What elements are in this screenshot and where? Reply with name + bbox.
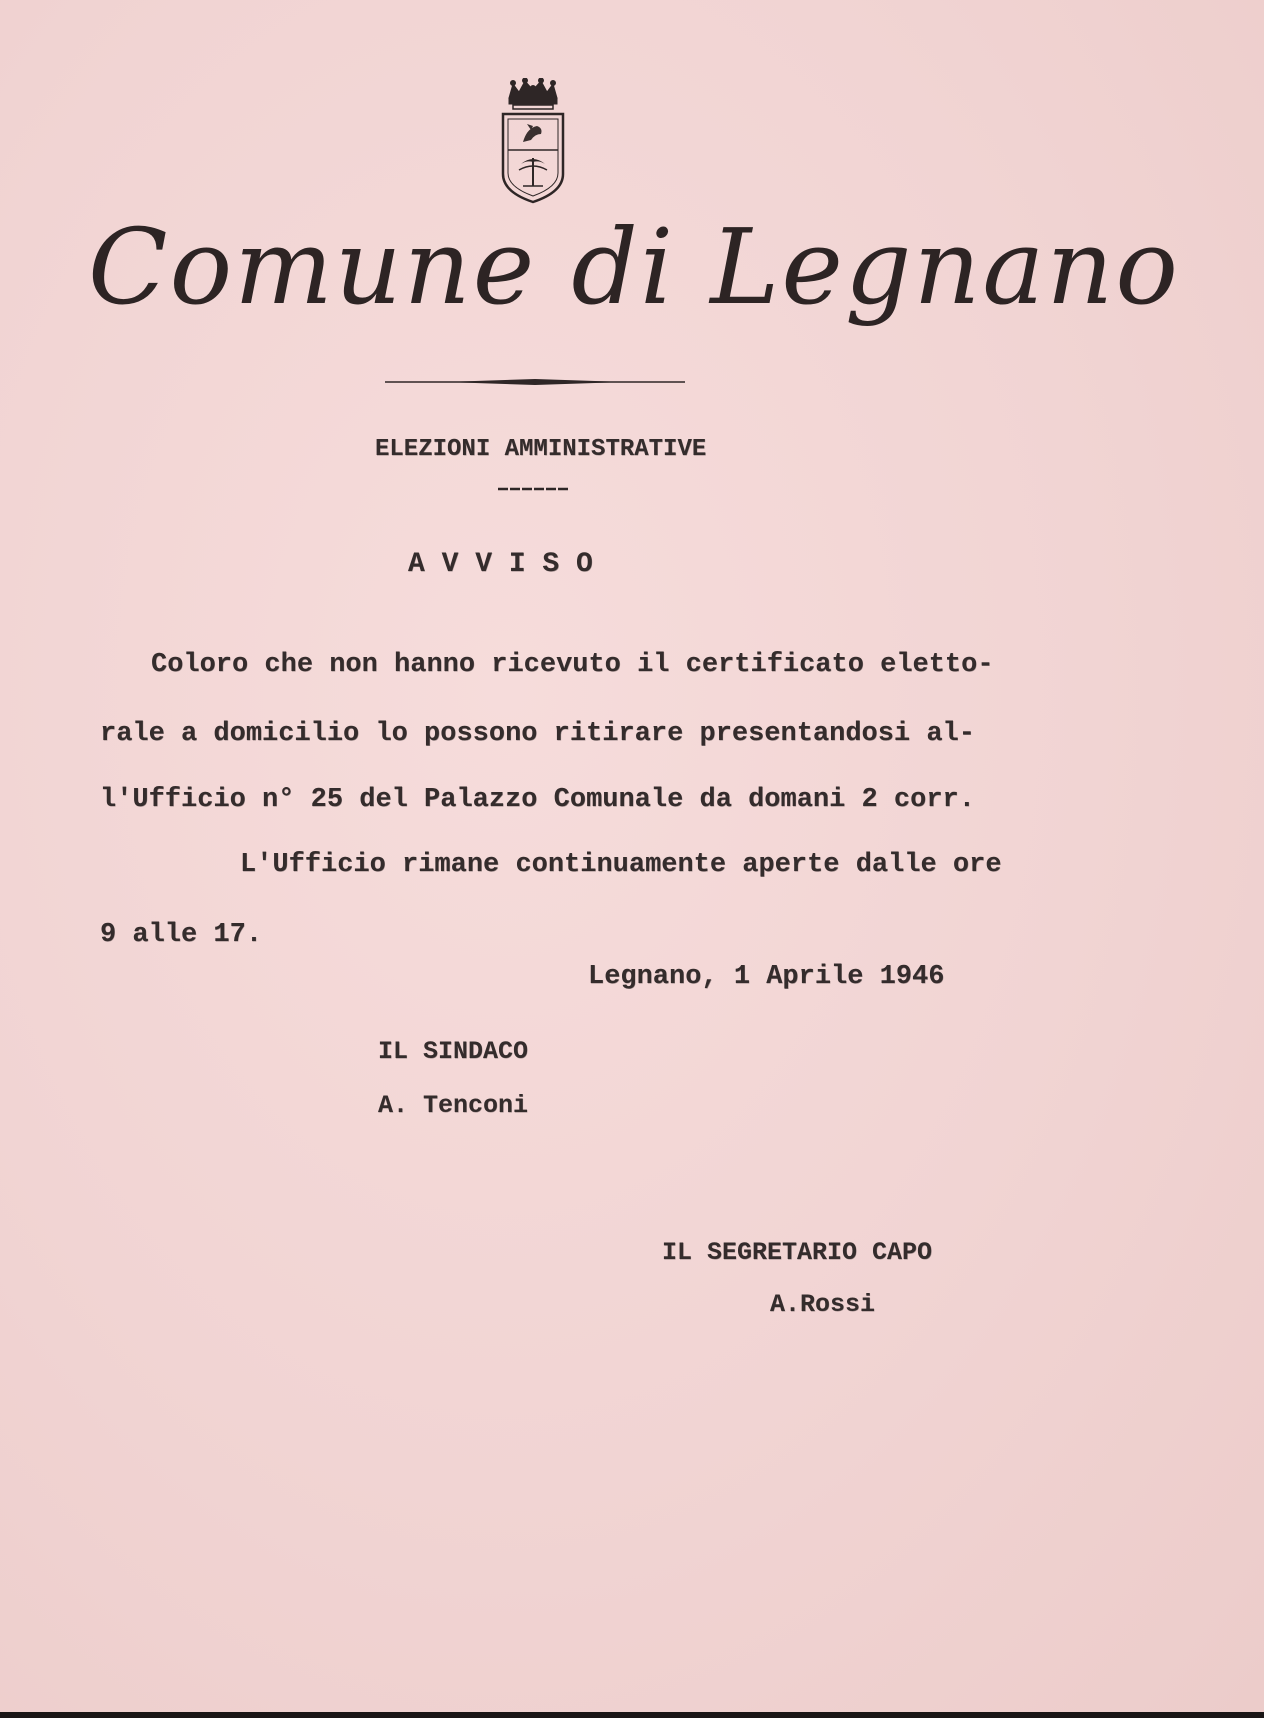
scan-edge	[0, 1712, 1264, 1718]
mayor-name: A. Tenconi	[378, 1091, 529, 1120]
notice-line-2: rale a domicilio lo possono ritirare presentandosi al-	[100, 719, 975, 749]
place-date: Legnano, 1 Aprile 1946	[588, 962, 945, 992]
coat-of-arms-icon	[497, 78, 569, 204]
mayor-title: IL SINDACO	[378, 1037, 529, 1066]
ornamental-divider	[385, 375, 685, 389]
secretary-title: IL SEGRETARIO CAPO	[662, 1238, 933, 1267]
short-divider	[498, 486, 570, 492]
notice-line-3: l'Ufficio n° 25 del Palazzo Comunale da domani 2 corr.	[100, 785, 975, 815]
subtitle: ELEZIONI AMMINISTRATIVE	[375, 436, 707, 463]
municipality-title: Comune di Legnano	[88, 206, 1181, 328]
notice-line-4: L'Ufficio rimane continuamente aperte dalle ore	[240, 850, 1002, 880]
secretary-name: A.Rossi	[770, 1290, 876, 1319]
notice-line-5: 9 alle 17.	[100, 920, 263, 950]
notice-heading: A V V I S O	[408, 549, 593, 580]
notice-line-1: Coloro che non hanno ricevuto il certificato eletto-	[151, 650, 994, 680]
